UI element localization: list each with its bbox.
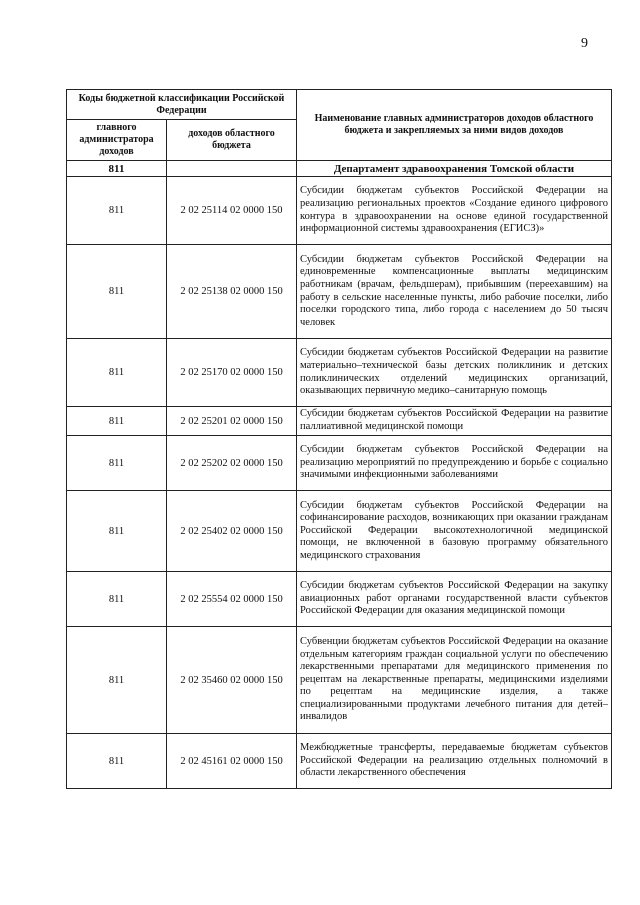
description-cell: Субсидии бюджетам субъектов Российской Федерации на развитие паллиативной медицинской помощи [297, 407, 612, 436]
income-code-cell: 2 02 25114 02 0000 150 [167, 177, 297, 245]
description-cell: Субсидии бюджетам субъектов Российской Федерации на софинансирование расходов, возникающих при оказании гражданам Российской Федерации высокотехнологичной медицинской помощи, не включенной в базовую программу обязательного медицинского страхования [297, 491, 612, 572]
income-code-cell: 2 02 35460 02 0000 150 [167, 627, 297, 734]
income-code-cell: 2 02 45161 02 0000 150 [167, 734, 297, 789]
admin-code-cell: 811 [67, 339, 167, 407]
income-code-header: доходов областного бюджета [167, 120, 297, 161]
admin-code-cell: 811 [67, 177, 167, 245]
table-row [67, 407, 612, 436]
description-cell: Субсидии бюджетам субъектов Российской Федерации на закупку авиационных работ органами государственной власти субъектов Российской Федерации для оказания медицинской помощи [297, 572, 612, 627]
description-cell: Субсидии бюджетам субъектов Российской Федерации на развитие материально–технической базы детских поликлиник и детских поликлинических отделений медицинских организаций, оказывающих первичную медико–санитарную помощь [297, 339, 612, 407]
page-number: 9 [581, 36, 588, 51]
admin-code-cell: 811 [67, 491, 167, 572]
table-row [67, 572, 612, 627]
income-code-cell: 2 02 25201 02 0000 150 [167, 407, 297, 436]
income-code-cell: 2 02 25402 02 0000 150 [167, 491, 297, 572]
income-code-cell: 2 02 25138 02 0000 150 [167, 245, 297, 339]
income-code-cell: 2 02 25202 02 0000 150 [167, 436, 297, 491]
description-cell: Межбюджетные трансферты, передаваемые бюджетам субъектов Российской Федерации на реализацию отдельных полномочий в области лекарственного обеспечения [297, 734, 612, 789]
table-row [67, 177, 612, 245]
income-code-cell: 2 02 25170 02 0000 150 [167, 339, 297, 407]
table-row [67, 436, 612, 491]
table-row [67, 245, 612, 339]
table-row [67, 491, 612, 572]
department-name: Департамент здравоохранения Томской области [297, 161, 612, 177]
table-row [67, 734, 612, 789]
admin-code-cell: 811 [67, 572, 167, 627]
description-cell: Субсидии бюджетам субъектов Российской Федерации на единовременные компенсационные выплаты медицинским работникам (врачам, фельдшерам), прибывшим (переехавшим) на работу в сельские населенные пункты, либо рабочие поселки, либо поселки городского типа, либо города с населением до 50 тысяч человек [297, 245, 612, 339]
department-admin-code: 811 [67, 161, 167, 177]
table-row [67, 339, 612, 407]
table-row [67, 627, 612, 734]
description-cell: Субсидии бюджетам субъектов Российской Федерации на реализацию мероприятий по предупреждению и борьбе с социально значимыми инфекционными заболеваниями [297, 436, 612, 491]
department-row [67, 161, 612, 177]
admin-code-cell: 811 [67, 436, 167, 491]
department-income-code [167, 161, 297, 177]
name-header: Наименование главных администраторов доходов областного бюджета и закрепляемых за ними видов доходов [297, 90, 612, 161]
admin-code-cell: 811 [67, 407, 167, 436]
admin-code-cell: 811 [67, 627, 167, 734]
description-cell: Субсидии бюджетам субъектов Российской Федерации на реализацию региональных проектов «Создание единого цифрового контура в здравоохранении на основе единой государственной информационной системы здравоохранения (ЕГИСЗ)» [297, 177, 612, 245]
admin-code-cell: 811 [67, 245, 167, 339]
description-cell: Субвенции бюджетам субъектов Российской Федерации на оказание отдельным категориям граждан социальной услуги по обеспечению лекарственными препаратами для медицинского применения по рецептам на лекарственные препараты, медицинскими изделиями по рецептам на медицинские изделия, а также специализированными продуктами лечебного питания для детей–инвалидов [297, 627, 612, 734]
income-code-cell: 2 02 25554 02 0000 150 [167, 572, 297, 627]
codes-header: Коды бюджетной классификации Российской Федерации [67, 90, 297, 120]
admin-code-cell: 811 [67, 734, 167, 789]
budget-classification-table [66, 89, 612, 789]
admin-code-header: главного администратора доходов [67, 120, 167, 161]
